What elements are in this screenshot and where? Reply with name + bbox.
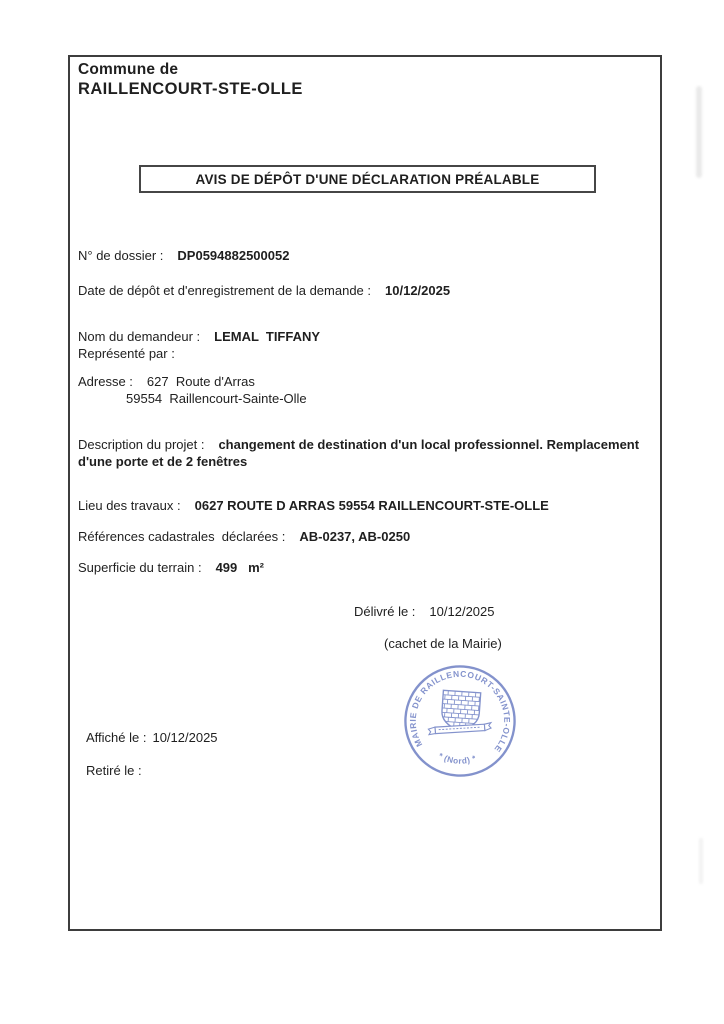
field-superficie-value: 499 m² bbox=[215, 560, 264, 575]
field-lieu-label: Lieu des travaux : bbox=[78, 498, 181, 513]
cachet-note: (cachet de la Mairie) bbox=[384, 636, 502, 651]
field-retire-label: Retiré le : bbox=[86, 763, 142, 778]
field-lieu bbox=[78, 497, 549, 514]
field-affiche-value: 10/12/2025 bbox=[152, 730, 218, 745]
commune-name: RAILLENCOURT-STE-OLLE bbox=[78, 80, 303, 98]
field-description-value-line1: changement de destination d'un local professionnel. Remplacement bbox=[218, 437, 640, 452]
field-affiche-label: Affiché le : bbox=[86, 730, 147, 745]
field-depot-label: Date de dépôt et d'enregistrement de la demande : bbox=[78, 283, 372, 298]
field-description-label: Description du projet : bbox=[78, 437, 205, 452]
field-delivre bbox=[354, 603, 495, 620]
field-depot bbox=[78, 282, 450, 299]
field-adresse bbox=[78, 373, 255, 390]
field-cadastre bbox=[78, 528, 410, 545]
field-delivre-label: Délivré le : bbox=[354, 604, 416, 619]
field-demandeur-label: Nom du demandeur : bbox=[78, 329, 201, 344]
field-delivre-value: 10/12/2025 bbox=[429, 604, 495, 619]
field-cadastre-value: AB-0237, AB-0250 bbox=[299, 529, 411, 544]
field-affiche bbox=[86, 729, 218, 746]
field-lieu-value: 0627 ROUTE D ARRAS 59554 RAILLENCOURT-STE-OLLE bbox=[194, 498, 549, 513]
stamp-bottom-text: * (Nord) * bbox=[436, 751, 478, 766]
field-adresse-label: Adresse : bbox=[78, 374, 133, 389]
field-demandeur-value: LEMAL TIFFANY bbox=[214, 329, 321, 344]
notice-title-box bbox=[139, 165, 596, 193]
document-border bbox=[68, 55, 662, 931]
field-description-value-line2: d'une porte et de 2 fenêtres bbox=[78, 454, 248, 469]
field-adresse-line2: 59554 Raillencourt-Sainte-Olle bbox=[126, 391, 307, 406]
field-superficie bbox=[78, 559, 264, 576]
stamp-ring-text: MAIRIE DE RAILLENCOURT-SAINTE-OLLE bbox=[407, 668, 513, 755]
field-represente bbox=[78, 345, 175, 362]
svg-text:* (Nord) * bbox=[436, 751, 478, 767]
mairie-stamp-icon bbox=[401, 662, 519, 780]
field-dossier-value: DP0594882500052 bbox=[177, 248, 290, 263]
field-dossier bbox=[78, 247, 289, 264]
commune-prefix: Commune de bbox=[78, 61, 179, 78]
field-demandeur bbox=[78, 328, 320, 345]
scan-artifact bbox=[699, 838, 703, 884]
banner-ribbon-icon bbox=[428, 718, 491, 739]
scan-artifact bbox=[696, 86, 702, 178]
mairie-stamp bbox=[401, 662, 519, 780]
field-retire bbox=[86, 762, 142, 779]
field-represente-label: Représenté par : bbox=[78, 346, 175, 361]
field-superficie-label: Superficie du terrain : bbox=[78, 560, 202, 575]
field-cadastre-label: Références cadastrales déclarées : bbox=[78, 529, 286, 544]
notice-title: AVIS DE DÉPÔT D'UNE DÉCLARATION PRÉALABLE bbox=[195, 171, 540, 187]
field-adresse-line1: 627 Route d'Arras bbox=[146, 374, 255, 389]
field-dossier-label: N° de dossier : bbox=[78, 248, 164, 263]
field-description bbox=[78, 436, 664, 470]
field-depot-value: 10/12/2025 bbox=[385, 283, 451, 298]
